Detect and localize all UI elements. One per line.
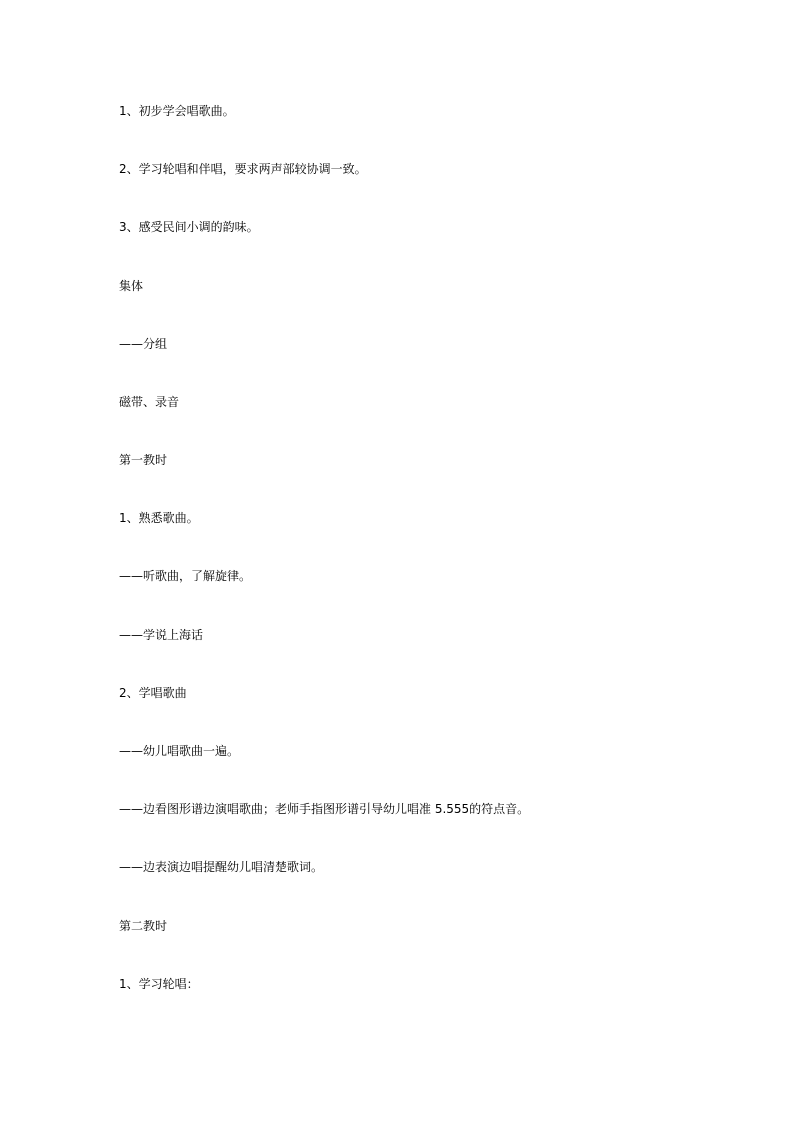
org-form-collective: 集体	[119, 279, 144, 293]
lesson-2-step-1: 1、学习轮唱：	[119, 977, 199, 991]
lesson-1-step-2-c: ——边表演边唱提醒幼儿唱清楚歌词。	[119, 860, 324, 874]
lesson-1-heading: 第一教时	[119, 453, 168, 467]
goal-2: 2、学习轮唱和伴唱，要求两声部较协调一致。	[119, 162, 367, 176]
lesson-2-heading: 第二教时	[119, 919, 168, 933]
lesson-1-step-2-a: ——幼儿唱歌曲一遍。	[119, 744, 240, 758]
org-form-group: ——分组	[119, 337, 168, 351]
goal-1: 1、初步学会唱歌曲。	[119, 104, 235, 118]
lesson-1-step-1-b: ——学说上海话	[119, 628, 204, 642]
lesson-1-step-2: 2、学唱歌曲	[119, 686, 187, 700]
lesson-1-step-2-b: ——边看图形谱边演唱歌曲；老师手指图形谱引导幼儿唱准 5.555的符点音。	[119, 802, 530, 816]
goal-3: 3、感受民间小调的韵味。	[119, 220, 259, 234]
lesson-1-step-1-a: ——听歌曲，了解旋律。	[119, 569, 252, 583]
lesson-1-step-1: 1、熟悉歌曲。	[119, 511, 199, 525]
materials: 磁带、录音	[119, 395, 180, 409]
